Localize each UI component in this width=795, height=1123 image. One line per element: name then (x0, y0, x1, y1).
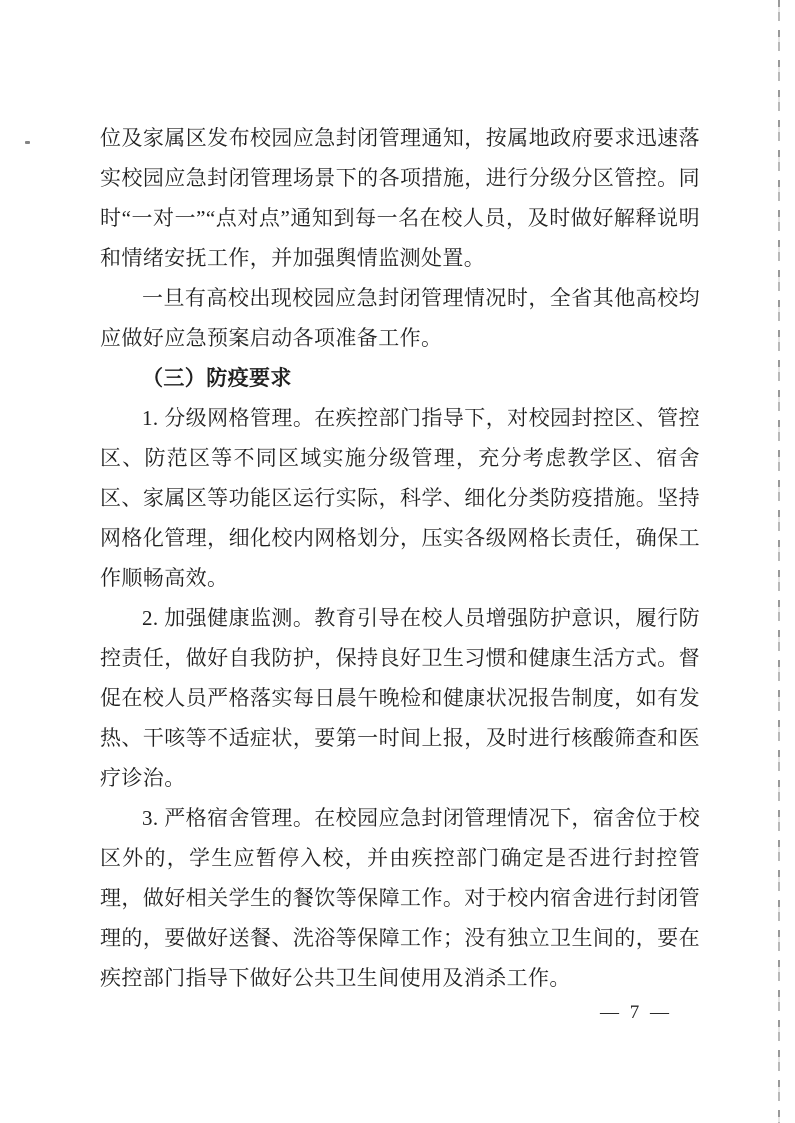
numbered-item-2: 2. 加强健康监测。教育引导在校人员增强防护意识，履行防控责任，做好自我防护，保持良好卫生习惯和健康生活方式。督促在校人员严格落实每日晨午晚检和健康状况报告制度，如有发热、干咳等不适症状，要第一时间上报，及时进行核酸筛查和医疗诊治。 (100, 606, 700, 790)
numbered-item-3: 3. 严格宿舍管理。在校园应急封闭管理情况下，宿舍位于校区外的，学生应暂停入校，并由疾控部门确定是否进行封控管理，做好相关学生的餐饮等保障工作。对于校内宿舍进行封闭管理的，要做好送餐、洗浴等保障工作；没有独立卫生间的，要在疾控部门指导下做好公共卫生间使用及消杀工作。 (100, 806, 700, 990)
numbered-item-1: 1. 分级网格管理。在疾控部门指导下，对校园封控区、管控区、防范区等不同区域实施分级管理，充分考虑教学区、宿舍区、家属区等功能区运行实际，科学、细化分类防疫措施。坚持网格化管理，细化校内网格划分，压实各级网格长责任，确保工作顺畅高效。 (100, 406, 700, 590)
scan-speck (25, 141, 30, 144)
scan-artifact-line (778, 0, 780, 1123)
paragraph: 一旦有高校出现校园应急封闭管理情况时，全省其他高校均应做好应急预案启动各项准备工作。 (100, 286, 700, 350)
section-heading: （三）防疫要求 (142, 366, 292, 390)
document-body (100, 118, 700, 998)
page-number: — 7 — (600, 1002, 672, 1023)
paragraph-continued: 位及家属区发布校园应急封闭管理通知，按属地政府要求迅速落实校园应急封闭管理场景下的各项措施，进行分级分区管控。同时“一对一”“点对点”通知到每一名在校人员，及时做好解释说明和情绪安抚工作，并加强舆情监测处置。 (100, 126, 700, 270)
